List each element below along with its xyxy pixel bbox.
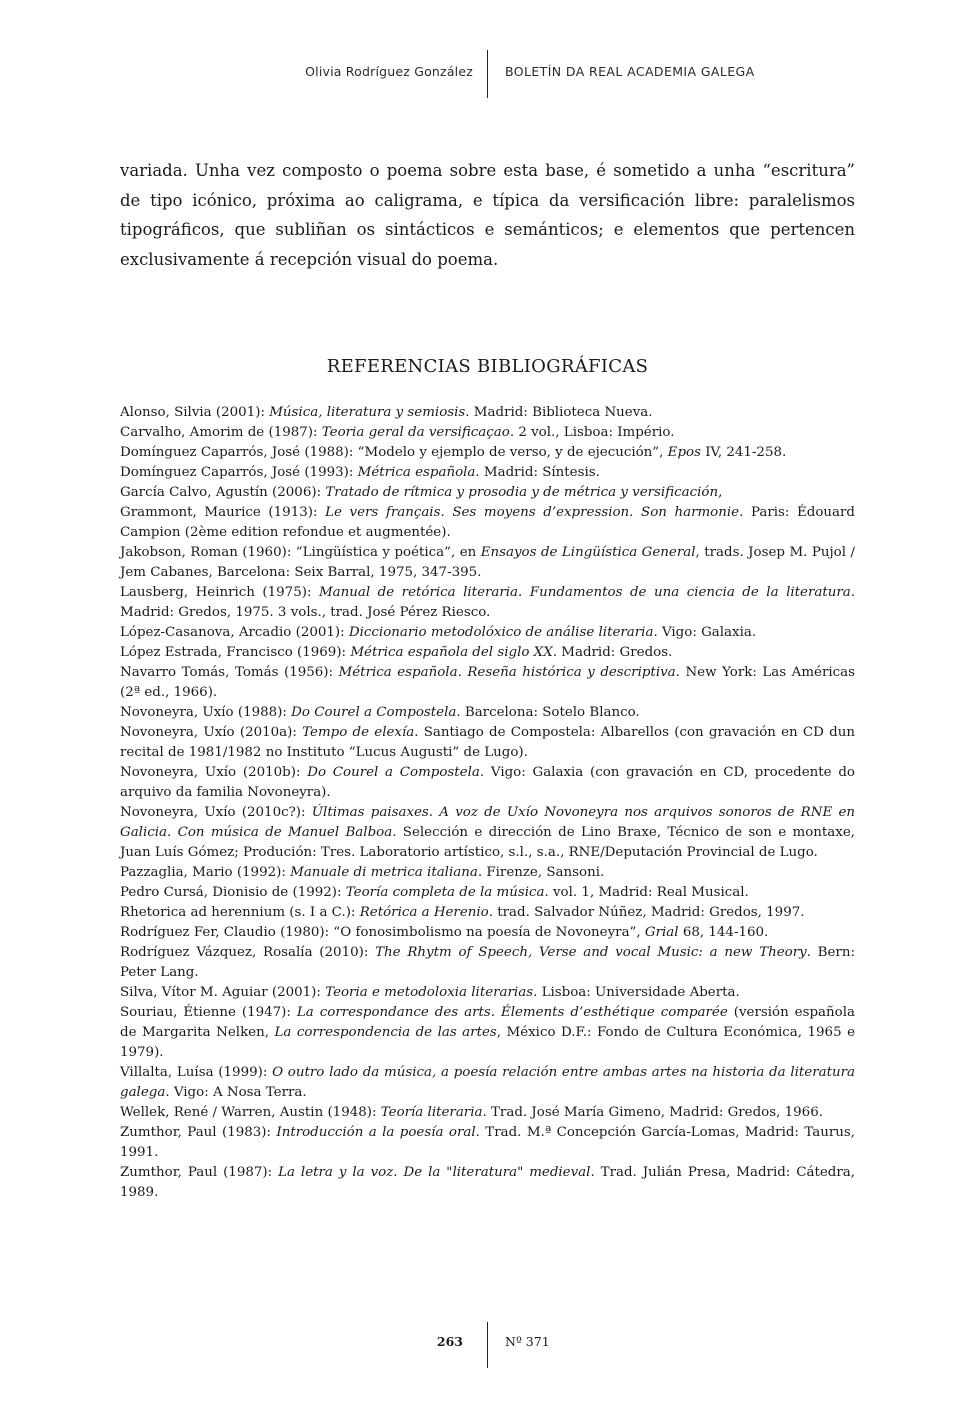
reference-title: Teoría completa de la música — [345, 885, 545, 900]
reference-text: Zumthor, Paul (1983): — [120, 1125, 277, 1140]
reference-text: . 2 vol., Lisboa: Império. — [509, 425, 675, 440]
reference-list — [120, 403, 855, 1203]
reference-text: Novoneyra, Uxío (2010b): — [120, 765, 308, 780]
reference-text: Navarro Tomás, Tomás (1956): — [120, 665, 339, 680]
reference-entry — [120, 1163, 855, 1203]
reference-title: Tempo de elexía — [302, 725, 415, 740]
reference-text: . Trad. José María Gimeno, Madrid: Gredos, 1966. — [482, 1105, 823, 1120]
reference-title: Música, literatura y semiosis — [269, 405, 466, 420]
reference-text: Novoneyra, Uxío (2010a): — [120, 725, 303, 740]
reference-title: Do Courel a Compostela — [291, 705, 457, 720]
reference-entry — [120, 943, 855, 983]
reference-entry — [120, 1063, 855, 1103]
reference-title: Métrica española. Reseña histórica y descriptiva — [338, 665, 676, 680]
reference-text: Grammont, Maurice (1913): — [120, 505, 326, 520]
reference-text: Jakobson, Roman (1960): “Lingüística y poética”, en — [120, 545, 481, 560]
reference-text: . Trad. M.ª Concepción García-Lomas, Madrid: Taurus, 1991. — [120, 1125, 855, 1160]
reference-title: La correspondencia de las artes — [274, 1025, 497, 1040]
reference-text: Zumthor, Paul (1987): — [120, 1165, 279, 1180]
reference-title: Últimas paisaxes. A voz de Uxío Novoneyra nos arquivos sonoros de RNE en Galicia. Con música de Manuel Balboa — [120, 805, 855, 840]
body-paragraph — [120, 156, 855, 274]
reference-entry — [120, 1123, 855, 1163]
reference-text: . vol. 1, Madrid: Real Musical. — [544, 885, 749, 900]
reference-text: López-Casanova, Arcadio (2001): — [120, 625, 349, 640]
reference-text: García Calvo, Agustín (2006): — [120, 485, 326, 500]
reference-text: . Madrid: Gredos, 1975. 3 vols., trad. José Pérez Riesco. — [120, 585, 855, 620]
reference-text: Rhetorica ad herennium (s. I a C.): — [120, 905, 360, 920]
reference-text: . trad. Salvador Núñez, Madrid: Gredos, 1997. — [488, 905, 805, 920]
page-footer — [0, 1322, 975, 1368]
reference-text: Novoneyra, Uxío (2010c?): — [120, 805, 312, 820]
running-header — [0, 50, 975, 98]
reference-title: Manuale di metrica italiana — [290, 865, 478, 880]
reference-title: Métrica española — [357, 465, 476, 480]
reference-text: IV, 241-258. — [700, 445, 787, 460]
footer-divider — [487, 1322, 488, 1368]
reference-text: . Barcelona: Sotelo Blanco. — [456, 705, 640, 720]
reference-text: Novoneyra, Uxío (1988): — [120, 705, 292, 720]
reference-text: . Madrid: Síntesis. — [475, 465, 600, 480]
page-number: 263 — [436, 1334, 463, 1349]
reference-entry — [120, 903, 855, 923]
reference-entry — [120, 763, 855, 803]
reference-entry — [120, 443, 855, 463]
reference-entry — [120, 803, 855, 863]
reference-title: Manual de retórica literaria. Fundamentos de una ciencia de la literatura — [318, 585, 851, 600]
reference-title: Diccionario metodolóxico de análise literaria — [348, 625, 654, 640]
header-author: Olivia Rodríguez González — [305, 64, 473, 79]
reference-text: . Firenze, Sansoni. — [477, 865, 605, 880]
reference-entry — [120, 1003, 855, 1063]
reference-text: Pazzaglia, Mario (1992): — [120, 865, 291, 880]
reference-entry — [120, 643, 855, 663]
reference-entry — [120, 863, 855, 883]
paragraph-text: variada. Unha vez composto o poema sobre esta base, é sometido a unha “escritura” de tipo icónico, próxima ao caligrama, e típica da versificación libre: paralelismos tipográficos, que subliñan os sintácticos e semánticos; e elementos que pertencen exclusivamente á recepción visual do poema. — [120, 161, 855, 269]
reference-text: Rodríguez Fer, Claudio (1980): “O fonosimbolismo na poesía de Novoneyra”, — [120, 925, 645, 940]
reference-text: . Vigo: Galaxia. — [653, 625, 757, 640]
reference-text: 68, 144-160. — [678, 925, 769, 940]
reference-title: La letra y la voz. De la "literatura" medieval — [278, 1165, 591, 1180]
reference-title: Métrica española del siglo XX — [350, 645, 553, 660]
reference-text: (versión española de Margarita Nelken, — [120, 1005, 855, 1040]
reference-text: Carvalho, Amorim de (1987): — [120, 425, 322, 440]
reference-entry — [120, 703, 855, 723]
reference-entry — [120, 503, 855, 543]
section-heading: REFERENCIAS BIBLIOGRÁFICAS — [326, 356, 649, 377]
reference-title: O outro lado da música, a poesía relación entre ambas artes na historia da literatura galega — [120, 1065, 855, 1100]
reference-title: Teoria geral da versificaçao — [321, 425, 510, 440]
reference-text: Alonso, Silvia (2001): — [120, 405, 270, 420]
reference-title: The Rhytm of Speech, Verse and vocal Music: a new Theory — [375, 945, 807, 960]
reference-entry — [120, 923, 855, 943]
reference-title: Teoría literaria — [380, 1105, 483, 1120]
reference-text: . Bern: Peter Lang. — [120, 945, 855, 980]
reference-entry — [120, 663, 855, 703]
reference-text: . Lisboa: Universidade Aberta. — [533, 985, 740, 1000]
reference-title: Teoria e metodoloxia literarias — [325, 985, 534, 1000]
reference-text: López Estrada, Francisco (1969): — [120, 645, 351, 660]
reference-text: Lausberg, Heinrich (1975): — [120, 585, 319, 600]
reference-title: Le vers français. Ses moyens d’expression. Son harmonie — [325, 505, 740, 520]
reference-text: , trads. Josep M. Pujol / Jem Cabanes, Barcelona: Seix Barral, 1975, 347-395. — [120, 545, 855, 580]
reference-entry — [120, 1103, 855, 1123]
reference-entry — [120, 883, 855, 903]
reference-text: , — [718, 485, 723, 500]
reference-text: . Vigo: A Nosa Terra. — [165, 1085, 307, 1100]
reference-title: Epos — [667, 445, 701, 460]
reference-text: Pedro Cursá, Dionisio de (1992): — [120, 885, 346, 900]
reference-text: Wellek, René / Warren, Austin (1948): — [120, 1105, 381, 1120]
reference-title: Ensayos de Lingüística General — [480, 545, 696, 560]
reference-entry — [120, 983, 855, 1003]
reference-text: . Madrid: Gredos. — [552, 645, 673, 660]
reference-text: Silva, Vítor M. Aguiar (2001): — [120, 985, 326, 1000]
reference-text: Souriau, Étienne (1947): — [120, 1005, 297, 1020]
reference-text: , México D.F.: Fondo de Cultura Económica, 1965 e 1979). — [120, 1025, 855, 1060]
reference-text: . Selección e dirección de Lino Braxe, Técnico de son e montaxe, Juan Luís Gómez; Produción: Tres. Laboratorio artístico, s.l., s.a., RNE/Deputación Provincial de Lugo. — [120, 825, 855, 860]
reference-entry — [120, 543, 855, 583]
reference-text: . New York: Las Américas (2ª ed., 1966). — [120, 665, 855, 700]
reference-text: . Trad. Julián Presa, Madrid: Cátedra, 1989. — [120, 1165, 856, 1200]
reference-title: Tratado de rítmica y prosodia y de métrica y versificación — [325, 485, 719, 500]
reference-entry — [120, 623, 855, 643]
reference-text: Villalta, Luísa (1999): — [120, 1065, 273, 1080]
reference-entry — [120, 723, 855, 763]
reference-text: . Madrid: Biblioteca Nueva. — [465, 405, 653, 420]
issue-number: Nº 371 — [505, 1334, 550, 1349]
reference-title: Do Courel a Compostela — [307, 765, 480, 780]
reference-title: Introducción a la poesía oral — [276, 1125, 476, 1140]
reference-title: La correspondance des arts. Élements d’esthétique comparée — [296, 1005, 728, 1020]
reference-text: . Paris: Édouard Campion (2ème edition refondue et augmentée). — [120, 505, 856, 540]
reference-text: Domínguez Caparrós, José (1988): “Modelo y ejemplo de verso, y de ejecución”, — [120, 445, 668, 460]
reference-title: Retórica a Herenio — [359, 905, 489, 920]
reference-title: Grial — [644, 925, 679, 940]
reference-text: Domínguez Caparrós, José (1993): — [120, 465, 358, 480]
reference-text: . Vigo: Galaxia (con gravación en CD, procedente do arquivo da familia Novoneyra). — [120, 765, 855, 800]
header-journal-title: BOLETÍN DA REAL ACADEMIA GALEGA — [505, 64, 755, 79]
reference-text: Rodríguez Vázquez, Rosalía (2010): — [120, 945, 376, 960]
reference-entry — [120, 583, 855, 623]
reference-entry — [120, 483, 855, 503]
reference-entry — [120, 463, 855, 483]
reference-entry — [120, 403, 855, 423]
header-divider — [487, 50, 488, 98]
reference-text: . Santiago de Compostela: Albarellos (con gravación en CD dun recital de 1981/1982 no Instituto “Lucus Augusti” de Lugo). — [120, 725, 855, 760]
reference-entry — [120, 423, 855, 443]
